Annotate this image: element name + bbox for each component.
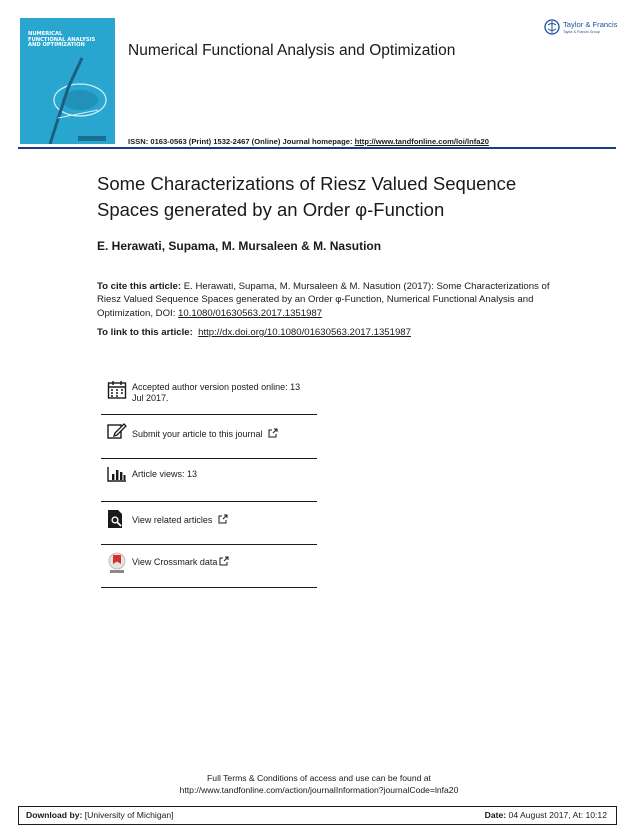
publisher-name: Taylor & Francis [563, 20, 618, 29]
publisher-group: Taylor & Francis Group [563, 30, 600, 34]
citation-text: E. Herawati, Supama, M. Mursaleen & M. Nasution (2017): Some Characterizations of Riesz Valued Sequence Spaces generated by an Order φ-Function, Numerical Functional Analysis and Optimization, DOI: [97, 281, 550, 319]
article-doi-url[interactable]: http://dx.doi.org/10.1080/01630563.2017.1351987 [198, 327, 411, 338]
external-link-icon [219, 556, 229, 566]
search-document-icon [107, 509, 125, 529]
date-label: Date: [484, 810, 507, 820]
header-divider [18, 147, 616, 149]
date-value: 04 August 2017, At: 10:12 [506, 810, 607, 820]
bar-chart-icon [107, 466, 127, 482]
download-info-bar [18, 806, 617, 825]
citation-label: To cite this article: [97, 281, 182, 292]
info-item-related[interactable] [101, 501, 317, 544]
terms-url[interactable]: http://www.tandfonline.com/action/journalInformation?journalCode=lnfa20 [179, 784, 459, 795]
publisher-logo[interactable] [543, 18, 623, 40]
article-views-label: Article views: 13 [132, 469, 198, 479]
journal-cover-image[interactable] [20, 18, 115, 144]
download-value: [University of Michigan] [82, 810, 174, 820]
crossmark-icon [107, 552, 127, 574]
crossmark-label: View Crossmark data [132, 557, 218, 567]
info-item-accepted [101, 378, 317, 414]
download-label: Download by: [26, 810, 83, 820]
info-divider [101, 587, 317, 588]
accepted-label-line-2: Jul 2017. [132, 393, 169, 403]
link-label: To link to this article: [97, 327, 193, 338]
terms-notice [0, 773, 638, 796]
article-title-line-1: Some Characterizations of Riesz Valued Sequence [97, 173, 517, 194]
tf-globe-icon [544, 19, 560, 35]
cover-title: NUMERICAL FUNCTIONAL ANALYSIS AND OPTIMIZATION [28, 31, 96, 49]
accepted-label [132, 382, 300, 404]
journal-homepage-link[interactable]: http://www.tandfonline.com/loi/lnfa20 [354, 137, 489, 146]
issn-line [128, 137, 489, 146]
download-by [26, 810, 174, 820]
journal-title: Numerical Functional Analysis and Optimization [128, 42, 456, 59]
terms-line-1: Full Terms & Conditions of access and use can be found at [207, 773, 431, 783]
info-item-crossmark[interactable] [101, 544, 317, 587]
submit-article-label: Submit your article to this journal [132, 429, 263, 439]
article-authors: E. Herawati, Supama, M. Mursaleen & M. Nasution [97, 239, 382, 253]
article-title [97, 171, 577, 223]
accepted-label-line-1: Accepted author version posted online: 13 [132, 382, 301, 392]
info-item-submit[interactable] [101, 414, 317, 458]
issn-text: ISSN: 0163-0563 (Print) 1532-2467 (Online) Journal homepage: [128, 137, 355, 146]
info-item-views [101, 458, 317, 501]
external-link-icon [218, 514, 228, 524]
related-articles-link[interactable] [132, 514, 228, 526]
external-link-icon [268, 428, 278, 438]
citation-doi-link[interactable]: 10.1080/01630563.2017.1351987 [178, 307, 323, 319]
edit-icon [107, 422, 127, 440]
calendar-icon [107, 380, 127, 400]
article-link-line [97, 327, 411, 338]
download-date [485, 810, 607, 820]
related-articles-label: View related articles [132, 515, 213, 525]
citation-block [97, 280, 557, 320]
submit-article-link[interactable] [132, 428, 278, 440]
crossmark-link[interactable] [132, 556, 229, 568]
article-title-line-2: Spaces generated by an Order φ-Function [97, 199, 445, 220]
